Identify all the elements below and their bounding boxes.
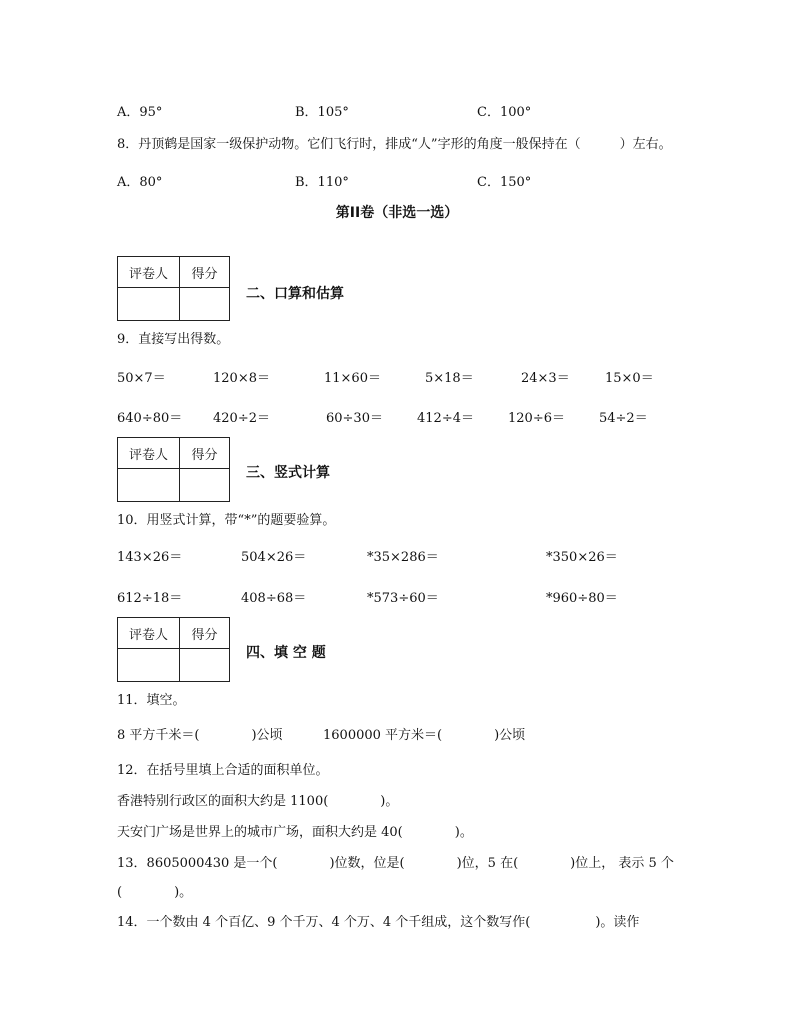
- q13-line-2: ( )。: [117, 885, 193, 900]
- q9-item: 54÷2＝: [599, 411, 648, 426]
- q12-line-2: 天安门广场是世界上的城市广场，面积大约是 40( )。: [117, 825, 473, 840]
- q9-item: 15×0＝: [605, 371, 654, 386]
- score-table-grader-cell[interactable]: [118, 649, 180, 682]
- score-table-score-label: 得分: [180, 618, 230, 649]
- q10-item: *35×286＝: [367, 550, 439, 565]
- q10-prompt: 10．用竖式计算，带“*”的题要验算。: [117, 513, 336, 528]
- score-table-grader-label: 评卷人: [118, 438, 180, 469]
- score-table-score-cell[interactable]: [180, 288, 230, 321]
- q9-item: 5×18＝: [425, 371, 474, 386]
- q11-blank-1: 8 平方千米＝( )公顷: [117, 728, 283, 743]
- q12-prompt: 12．在括号里填上合适的面积单位。: [117, 763, 329, 778]
- q11-blank-2: 1600000 平方米＝( )公顷: [323, 728, 526, 743]
- section4-heading: 四、填 空 题: [246, 645, 326, 661]
- score-table-section2: [117, 256, 230, 321]
- q9-prompt: 9．直接写出得数。: [117, 332, 230, 347]
- q8-option-b: B．110°: [295, 175, 349, 190]
- score-table-grader-label: 评卷人: [118, 618, 180, 649]
- q9-item: 60÷30＝: [326, 411, 383, 426]
- q14-prompt: 14．一个数由 4 个百亿、9 个千万、4 个万、4 个千组成，这个数写作( )。读作: [117, 915, 640, 930]
- q10-item: *960÷80＝: [546, 591, 618, 606]
- score-table-section3: [117, 437, 230, 502]
- q7-option-c: C．100°: [477, 105, 532, 120]
- q10-item: 504×26＝: [241, 550, 307, 565]
- part2-title: 第II卷（非选一选）: [335, 205, 459, 221]
- score-table-grader-label: 评卷人: [118, 257, 180, 288]
- q10-item: 612÷18＝: [117, 591, 183, 606]
- score-table-score-label: 得分: [180, 257, 230, 288]
- q9-item: 120×8＝: [213, 371, 270, 386]
- score-table-score-cell[interactable]: [180, 469, 230, 502]
- q9-item: 420÷2＝: [213, 411, 270, 426]
- q9-item: 11×60＝: [324, 371, 381, 386]
- score-table-grader-cell[interactable]: [118, 288, 180, 321]
- q9-item: 640÷80＝: [117, 411, 183, 426]
- section2-heading: 二、口算和估算: [246, 286, 344, 302]
- q10-item: *350×26＝: [546, 550, 618, 565]
- score-table-section4: [117, 617, 230, 682]
- q8-option-a: A．80°: [117, 175, 163, 190]
- score-table-grader-cell[interactable]: [118, 469, 180, 502]
- q8-question: 8．丹顶鹤是国家一级保护动物。它们飞行时，排成“人”字形的角度一般保持在（ ）左右。: [117, 137, 672, 152]
- q7-option-a: A．95°: [117, 105, 163, 120]
- q9-item: 50×7＝: [117, 371, 166, 386]
- q12-line-1: 香港特别行政区的面积大约是 1100( )。: [117, 794, 399, 809]
- score-table-score-label: 得分: [180, 438, 230, 469]
- q9-item: 412÷4＝: [417, 411, 474, 426]
- q8-option-c: C．150°: [477, 175, 532, 190]
- q9-item: 24×3＝: [521, 371, 570, 386]
- q10-item: *573÷60＝: [367, 591, 439, 606]
- q10-item: 143×26＝: [117, 550, 183, 565]
- q7-option-b: B．105°: [295, 105, 349, 120]
- section3-heading: 三、竖式计算: [246, 465, 330, 481]
- q10-item: 408÷68＝: [241, 591, 307, 606]
- q9-item: 120÷6＝: [508, 411, 565, 426]
- q11-prompt: 11．填空。: [117, 693, 186, 708]
- q13-line-1: 13．8605000430 是一个( )位数，位是( )位，5 在( )位上， 表示 5 个: [117, 856, 674, 871]
- score-table-score-cell[interactable]: [180, 649, 230, 682]
